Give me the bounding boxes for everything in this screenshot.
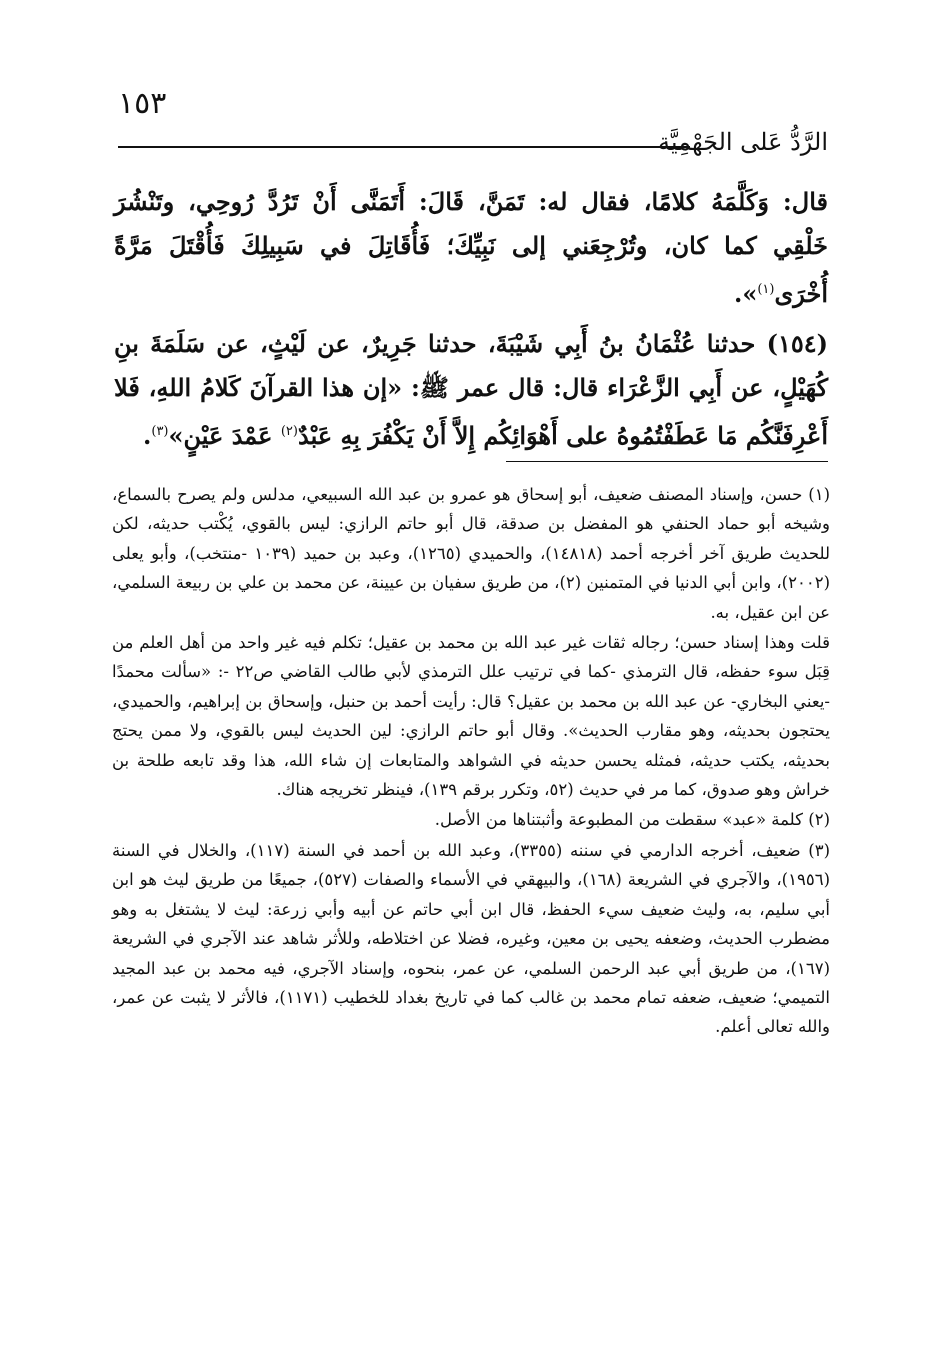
paragraph-2-text-b: عَمْدَ عَيْنٍ» <box>168 421 281 450</box>
paragraph-1-text: قال: وَكَلَّمَهُ كلامًا، فقال له: تَمَنَّ، قَالَ: أَتَمَنَّى أَنْ تَرُدَّ رُوحِي، وتَنْشُرَ خَلْقِي كما كان، وتُرْجِعَني إلى نَبِيِّكَ؛ فَأُقَاتِلَ في سَبِيلِكَ فَأُقْتَلَ مَرَّةً أُخْرَى <box>114 187 828 308</box>
header-rule <box>118 146 690 148</box>
running-header <box>118 128 828 162</box>
footnote-ref-2: (٢) <box>280 424 298 439</box>
footnote-ref-3: (٣) <box>151 424 169 439</box>
running-title: الرَّدُّ عَلى الجَهْمِيَّة <box>658 128 828 156</box>
footnotes <box>112 480 830 1043</box>
footnote-1: (١) حسن، وإسناد المصنف ضعيف، أبو إسحاق هو عمرو بن عبد الله السبيعي، مدلس ولم يصرح بالسماع، وشيخه أبو حماد الحنفي هو المفضل بن صدقة، قال أبو حاتم الرازي: ليس بالقوي، يُكْتب حديثه، لكن للحديث طريق آخر أخرجه أحمد (١٤٨١٨)، والحميدي (١٢٦٥)، وعبد بن حميد (١٠٣٩ -منتخب)، وأبو يعلى (٢٠٠٢)، وابن أبي الدنيا في المتمنين (٢)، من طريق سفيان بن عيينة، عن محمد بن علي بن ربيعة السلمي، عن ابن عقيل، به. <box>112 485 830 622</box>
main-text <box>114 180 828 464</box>
paragraph-2-end: . <box>143 421 152 450</box>
page-number: ١٥٣ <box>118 86 167 121</box>
main-paragraph-1 <box>114 180 828 316</box>
paragraph-2-text-a: (١٥٤) حدثنا عُثْمَانُ بنُ أَبِي شَيْبَةَ، حدثنا جَرِيرٌ، عن لَيْثٍ، عن سَلَمَةَ بنِ كُهَيْلٍ، عن أَبِي الزَّعْرَاء قال: قال عمر ﷺ: «إن هذا القرآنَ كَلامُ اللهِ، فَلا أَعْرِفَنَّكُم مَا عَطَفْتُمُوهُ على أَهْوَائِكُم إِلاَّ أَنْ يَكْفُرَ بِهِ عَبْدٌ <box>114 329 828 450</box>
footnote-separator <box>506 461 828 462</box>
footnote-2: (٢) كلمة «عبد» سقطت من المطبوعة وأثبتناها من الأصل. <box>434 810 830 830</box>
footnote-ref-1: (١) <box>757 282 775 297</box>
footnote-3: (٣) ضعيف، أخرجه الدارمي في سننه (٣٣٥٥)، وعبد الله بن أحمد في السنة (١١٧)، والخلال في السنة (١٩٥٦)، والآجري في الشريعة (١٦٨)، والبيهقي في الأسماء والصفات (٥٢٧)، جميعًا من طريق ليث هو ابن أبي سليم، به، وليث ضعيف سيء الحفظ، قال ابن أبي حاتم عن أبيه وأبي زرعة: ليث لا يشتغل به وهو مضطرب الحديث، وضعفه يحيى بن معين، وغيره، فضلا عن اختلاطه، وللأثر شاهد عند الآجري في الشريعة (١٦٧)، من طريق أبي عبد الرحمن السلمي، عن عمر، بنحوه، وإسناد الآجري، فيه محمد بن عبد المجيد التميمي؛ ضعيف، ضعفه تمام محمد بن غالب كما في تاريخ بغداد للخطيب (١١٧١)، فالأثر لا يثبت عن عمر، والله تعالى أعلم. <box>112 840 830 1037</box>
paragraph-1-end: ». <box>733 279 758 308</box>
footnote-1-continuation: قلت وهذا إسناد حسن؛ رجاله ثقات غير عبد الله بن محمد بن عقيل؛ تكلم فيه غير واحد من أهل العلم من قِبَل سوء حفظه، قال الترمذي -كما في ترتيب علل الترمذي لأبي طالب القاضي ص٢٢ -: «سألت محمدًا -يعني البخاري- عن عبد الله بن محمد بن عقيل؟ قال: رأيت أحمد بن حنبل، وإسحاق بن إبراهيم، والحميدي، يحتجون بحديثه، وهو مقارب الحديث». وقال أبو حاتم الرازي: لين الحديث ليس بالقوي، ولا ممن يحتج بحديثه، يكتب حديثه، فمثله يحسن حديثه في الشواهد والمتابعات إن شاء الله، هذا وقد تابعه طلحة بن خراش وهو صدوق، كما مر في حديث (٥٢، وتكرر برقم ١٣٩)، فينظر تخريجه هناك. <box>112 633 830 800</box>
main-paragraph-2 <box>114 322 828 458</box>
